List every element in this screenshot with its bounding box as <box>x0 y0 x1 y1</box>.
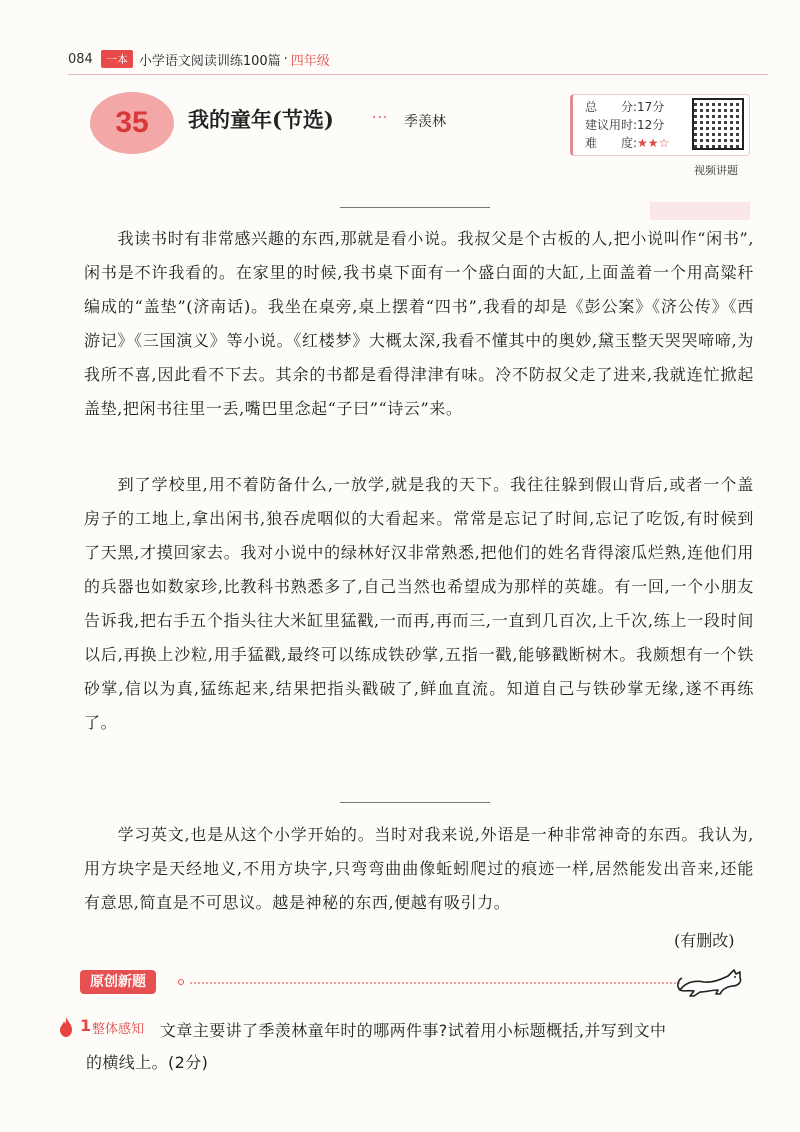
page-number: 084 <box>68 51 93 67</box>
source-note: (有删改) <box>674 931 735 950</box>
grade-label: 四年级 <box>290 53 330 69</box>
question-tag: 整体感知 <box>92 1022 145 1037</box>
total-score: 总 分:17分 <box>585 100 665 114</box>
brand-logo: 一本 <box>101 50 133 68</box>
paragraph-3: 学习英文,也是从这个小学开始的。当时对我来说,外语是一种非常神奇的东西。我认为,用方块字是天经地义,不用方块字,只弯弯曲曲像蚯蚓爬过的痕迹一样,居然能发出音来,还能有意思,简直是不可思议。越是神秘的东西,便越有吸引力。 <box>84 825 754 912</box>
difficulty-label: 难 度: <box>585 136 638 150</box>
suggested-time: 建议用时:12分 <box>585 118 665 132</box>
qr-label: 视频讲题 <box>694 164 738 177</box>
fire-icon <box>58 1016 74 1038</box>
section-dotted-line <box>190 982 680 984</box>
section-dot <box>178 979 184 985</box>
paragraph-1: 我读书时有非常感兴趣的东西,那就是看小说。我叔父是个古板的人,把小说叫作“闲书”,闲书是不许我看的。在家里的时候,我书桌下面有一个盛白面的大缸,上面盖着一个用高粱秆编成的“盖垫”(济南话)。我坐在桌旁,桌上摆着“四书”,我看的却是《彭公案》《济公传》《西游记》《三国演义》等小说。《红楼梦》大概太深,我看不懂其中的奥妙,黛玉整天哭哭啼啼,为我所不喜,因此看不下去。其余的书都是看得津津有味。冷不防叔父走了进来,我就连忙掀起盖垫,把闲书往里一丢,嘴巴里念起“子曰”“诗云”来。 <box>84 229 754 418</box>
question-text-line-2: 的横线上。(2分) <box>86 1053 209 1072</box>
qr-code[interactable] <box>692 98 744 150</box>
header-rule <box>68 74 768 75</box>
header-separator: · <box>283 51 288 67</box>
lesson-title: 我的童年(节选) <box>188 107 334 132</box>
paragraph-2: 到了学校里,用不着防备什么,一放学,就是我的天下。我往往躲到假山背后,或者一个盖房子的工地上,拿出闲书,狼吞虎咽似的大看起来。常常是忘记了时间,忘记了吃饭,有时候到了天黑,才摸回家去。我对小说中的绿林好汉非常熟悉,把他们的姓名背得滚瓜烂熟,连他们用的兵器也如数家珍,比教科书熟悉多了,自己当然也希望成为那样的英雄。有一回,一个小朋友告诉我,把右手五个指头往大米缸里猛戳,一而再,再而三,一直到几百次,上千次,练上一段时间以后,再换上沙粒,用手猛戳,最终可以练成铁砂掌,五指一戳,能够戳断树木。我颇想有一个铁砂掌,信以为真,猛练起来,结果把指头戳破了,鲜血直流。知道自己与铁砂掌无缘,遂不再练了。 <box>84 475 754 732</box>
section-tag: 原创新题 <box>80 970 156 994</box>
faint-margin-tab <box>650 202 750 220</box>
difficulty <box>585 134 669 151</box>
question-number: 1 <box>80 1016 92 1035</box>
author-name: 季羡林 <box>404 114 446 130</box>
answer-line-1 <box>340 207 490 208</box>
page-header <box>68 48 330 70</box>
question-text-line-1: 文章主要讲了季羡林童年时的哪两件事?试着用小标题概括,并写到文中 <box>160 1021 667 1040</box>
series-title: 小学语文阅读训练100篇 <box>138 53 281 69</box>
answer-line-2 <box>340 802 490 803</box>
lesson-number-badge <box>90 92 174 154</box>
title-dots: ··· <box>372 110 389 126</box>
lesson-number: 35 <box>115 106 149 139</box>
difficulty-stars: ★★☆ <box>637 136 670 150</box>
cat-icon <box>676 960 754 1000</box>
